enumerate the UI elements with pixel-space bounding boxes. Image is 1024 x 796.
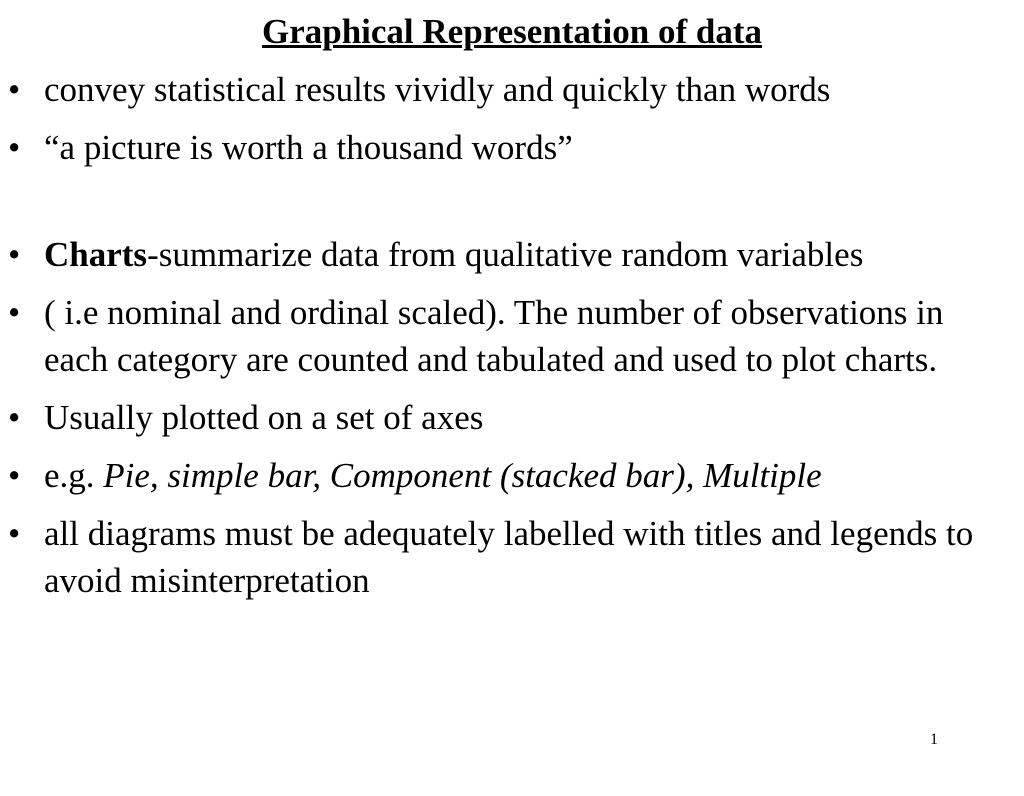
bullet-text: all diagrams must be adequately labelled with titles and legends to avoid misinterpretation [44,514,974,600]
bullet-italic-text: Pie, simple bar, Component (stacked bar), Multiple [103,456,822,495]
bullet-dot: • [8,456,21,495]
bullet-item [0,289,1024,383]
page-number: 1 [930,731,938,748]
bullet-bold-term: Charts [44,235,148,274]
bullet-item [0,452,1024,499]
bullet-text: ( i.e nominal and ordinal scaled). The number of observations in each category are counted and tabulated and used to plot charts. [44,293,944,379]
bullet-item [0,510,1024,604]
bullet-item [0,394,1024,441]
bullet-dot: • [8,128,21,167]
bullet-dot: • [8,293,21,332]
bullet-text: Usually plotted on a set of axes [44,398,484,437]
bullet-dot: • [8,70,21,109]
bullet-text: “a picture is worth a thousand words” [44,128,573,167]
bullet-text: convey statistical results vividly and quickly than words [44,70,831,109]
bullet-dot: • [8,398,21,437]
bullet-list [0,66,1024,615]
bullet-prefix: e.g. [44,456,104,495]
slide-title: Graphical Representation of data [261,12,763,51]
bullet-item [0,66,1024,113]
bullet-dot: • [8,235,21,274]
bullet-item [0,124,1024,171]
bullet-dot: • [8,514,21,553]
bullet-item [0,231,1024,278]
bullet-text: -summarize data from qualitative random variables [147,235,864,274]
